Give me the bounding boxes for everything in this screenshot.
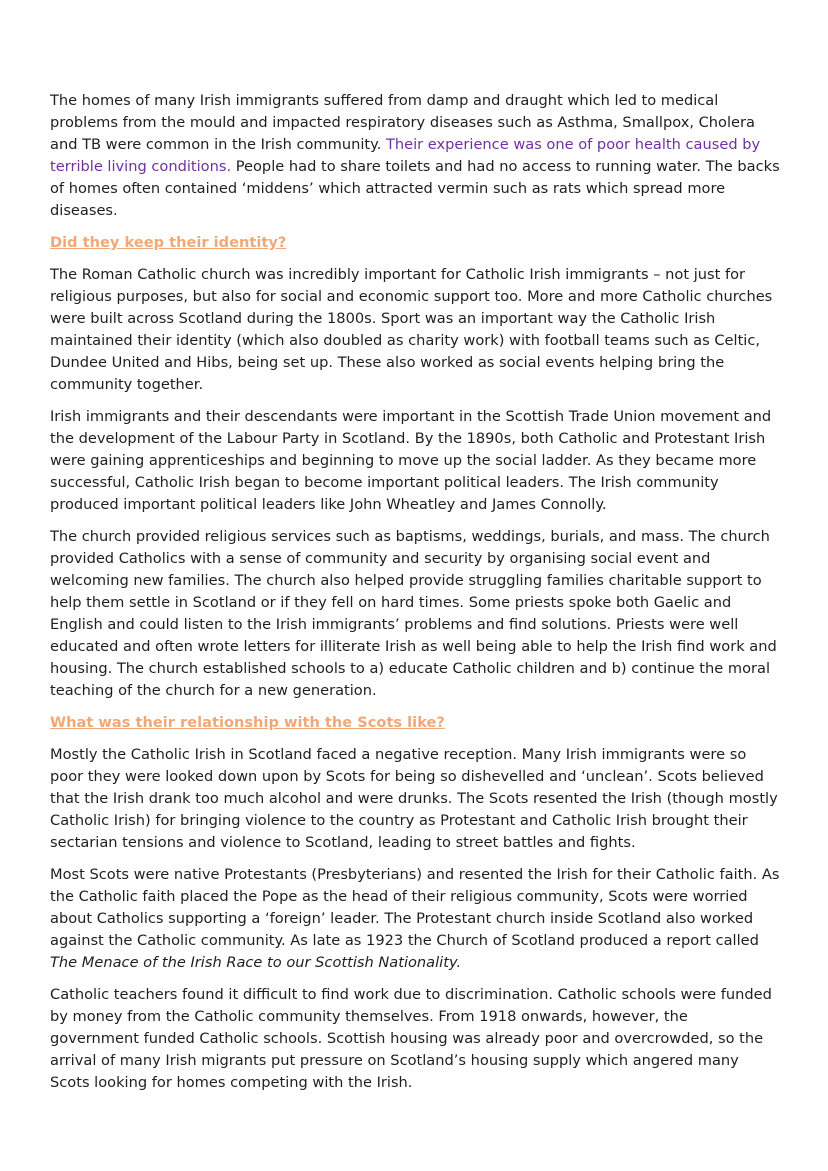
paragraph-discrimination: Catholic teachers found it difficult to find work due to discrimination. Catholic schools were funded by money from the Catholic community themselves. From 1918 onwards, however, the government funded Catholic schools. Scottish housing was already poor and overcrowded, so the arrival of many Irish migrants put pressure on Scotland’s housing supply which angered many Scots looking for homes competing with the Irish. [50, 986, 772, 1091]
heading-relationship: What was their relationship with the Scots like? [50, 714, 445, 731]
paragraph-protestants [50, 864, 780, 974]
paragraph-text: People had to share toilets and had no access to running water. The backs of homes often contained ‘middens’ which attracted vermin such as rats which spread more diseases. [50, 158, 780, 219]
paragraph-living-conditions [50, 90, 780, 222]
paragraph-negative-reception: Mostly the Catholic Irish in Scotland faced a negative reception. Many Irish immigrants were so poor they were looked down upon by Scots for being so dishevelled and ‘unclean’. Scots believed that the Irish drank too much alcohol and were drunks. The Scots resented the Irish (though mostly Catholic Irish) for bringing violence to the country as Protestant and Catholic Irish brought their sectarian tensions and violence to Scotland, leading to street battles and fights. [50, 746, 778, 851]
paragraph-church-services: The church provided religious services such as baptisms, weddings, burials, and mass. The church provided Catholics with a sense of community and security by organising social event and welcoming new families. The church also helped provide struggling families charitable support to help them settle in Scotland or if they fell on hard times. Some priests spoke both Gaelic and English and could listen to the Irish immigrants’ problems and find solutions. Priests were well educated and often wrote letters for illiterate Irish as well being able to help the Irish find work and housing. The church established schools to a) educate Catholic children and b) continue the moral teaching of the church for a new generation. [50, 528, 777, 699]
paragraph-text: Most Scots were native Protestants (Presbyterians) and resented the Irish for their Catholic faith. As the Catholic faith placed the Pope as the head of their religious community, Scots were worried about Catholics supporting a ‘foreign’ leader. The Protestant church inside Scotland also worked against the Catholic community. As late as 1923 the Church of Scotland produced a report called [50, 866, 780, 949]
heading-identity: Did they keep their identity? [50, 234, 287, 251]
paragraph-church-importance: The Roman Catholic church was incredibly important for Catholic Irish immigrants – not just for religious purposes, but also for social and economic support too. More and more Catholic churches were built across Scotland during the 1800s. Sport was an important way the Catholic Irish maintained their identity (which also doubled as charity work) with football teams such as Celtic, Dundee United and Hibs, being set up. These also worked as social events helping bring the community together. [50, 266, 773, 393]
report-title: The Menace of the Irish Race to our Scottish Nationality. [50, 954, 462, 971]
document-page [50, 90, 780, 1104]
paragraph-trade-union: Irish immigrants and their descendants were important in the Scottish Trade Union movement and the development of the Labour Party in Scotland. By the 1890s, both Catholic and Protestant Irish were gaining apprenticeships and beginning to move up the social ladder. As they became more successful, Catholic Irish began to become important political leaders. The Irish community produced important political leaders like John Wheatley and James Connolly. [50, 408, 772, 513]
highlighted-sentence: Their experience was one of poor health caused by terrible living conditions. [50, 136, 761, 175]
paragraph-text: The homes of many Irish immigrants suffered from damp and draught which led to medical problems from the mould and impacted respiratory diseases such as Asthma, Smallpox, Cholera and TB were common in the Irish community. [50, 92, 755, 153]
